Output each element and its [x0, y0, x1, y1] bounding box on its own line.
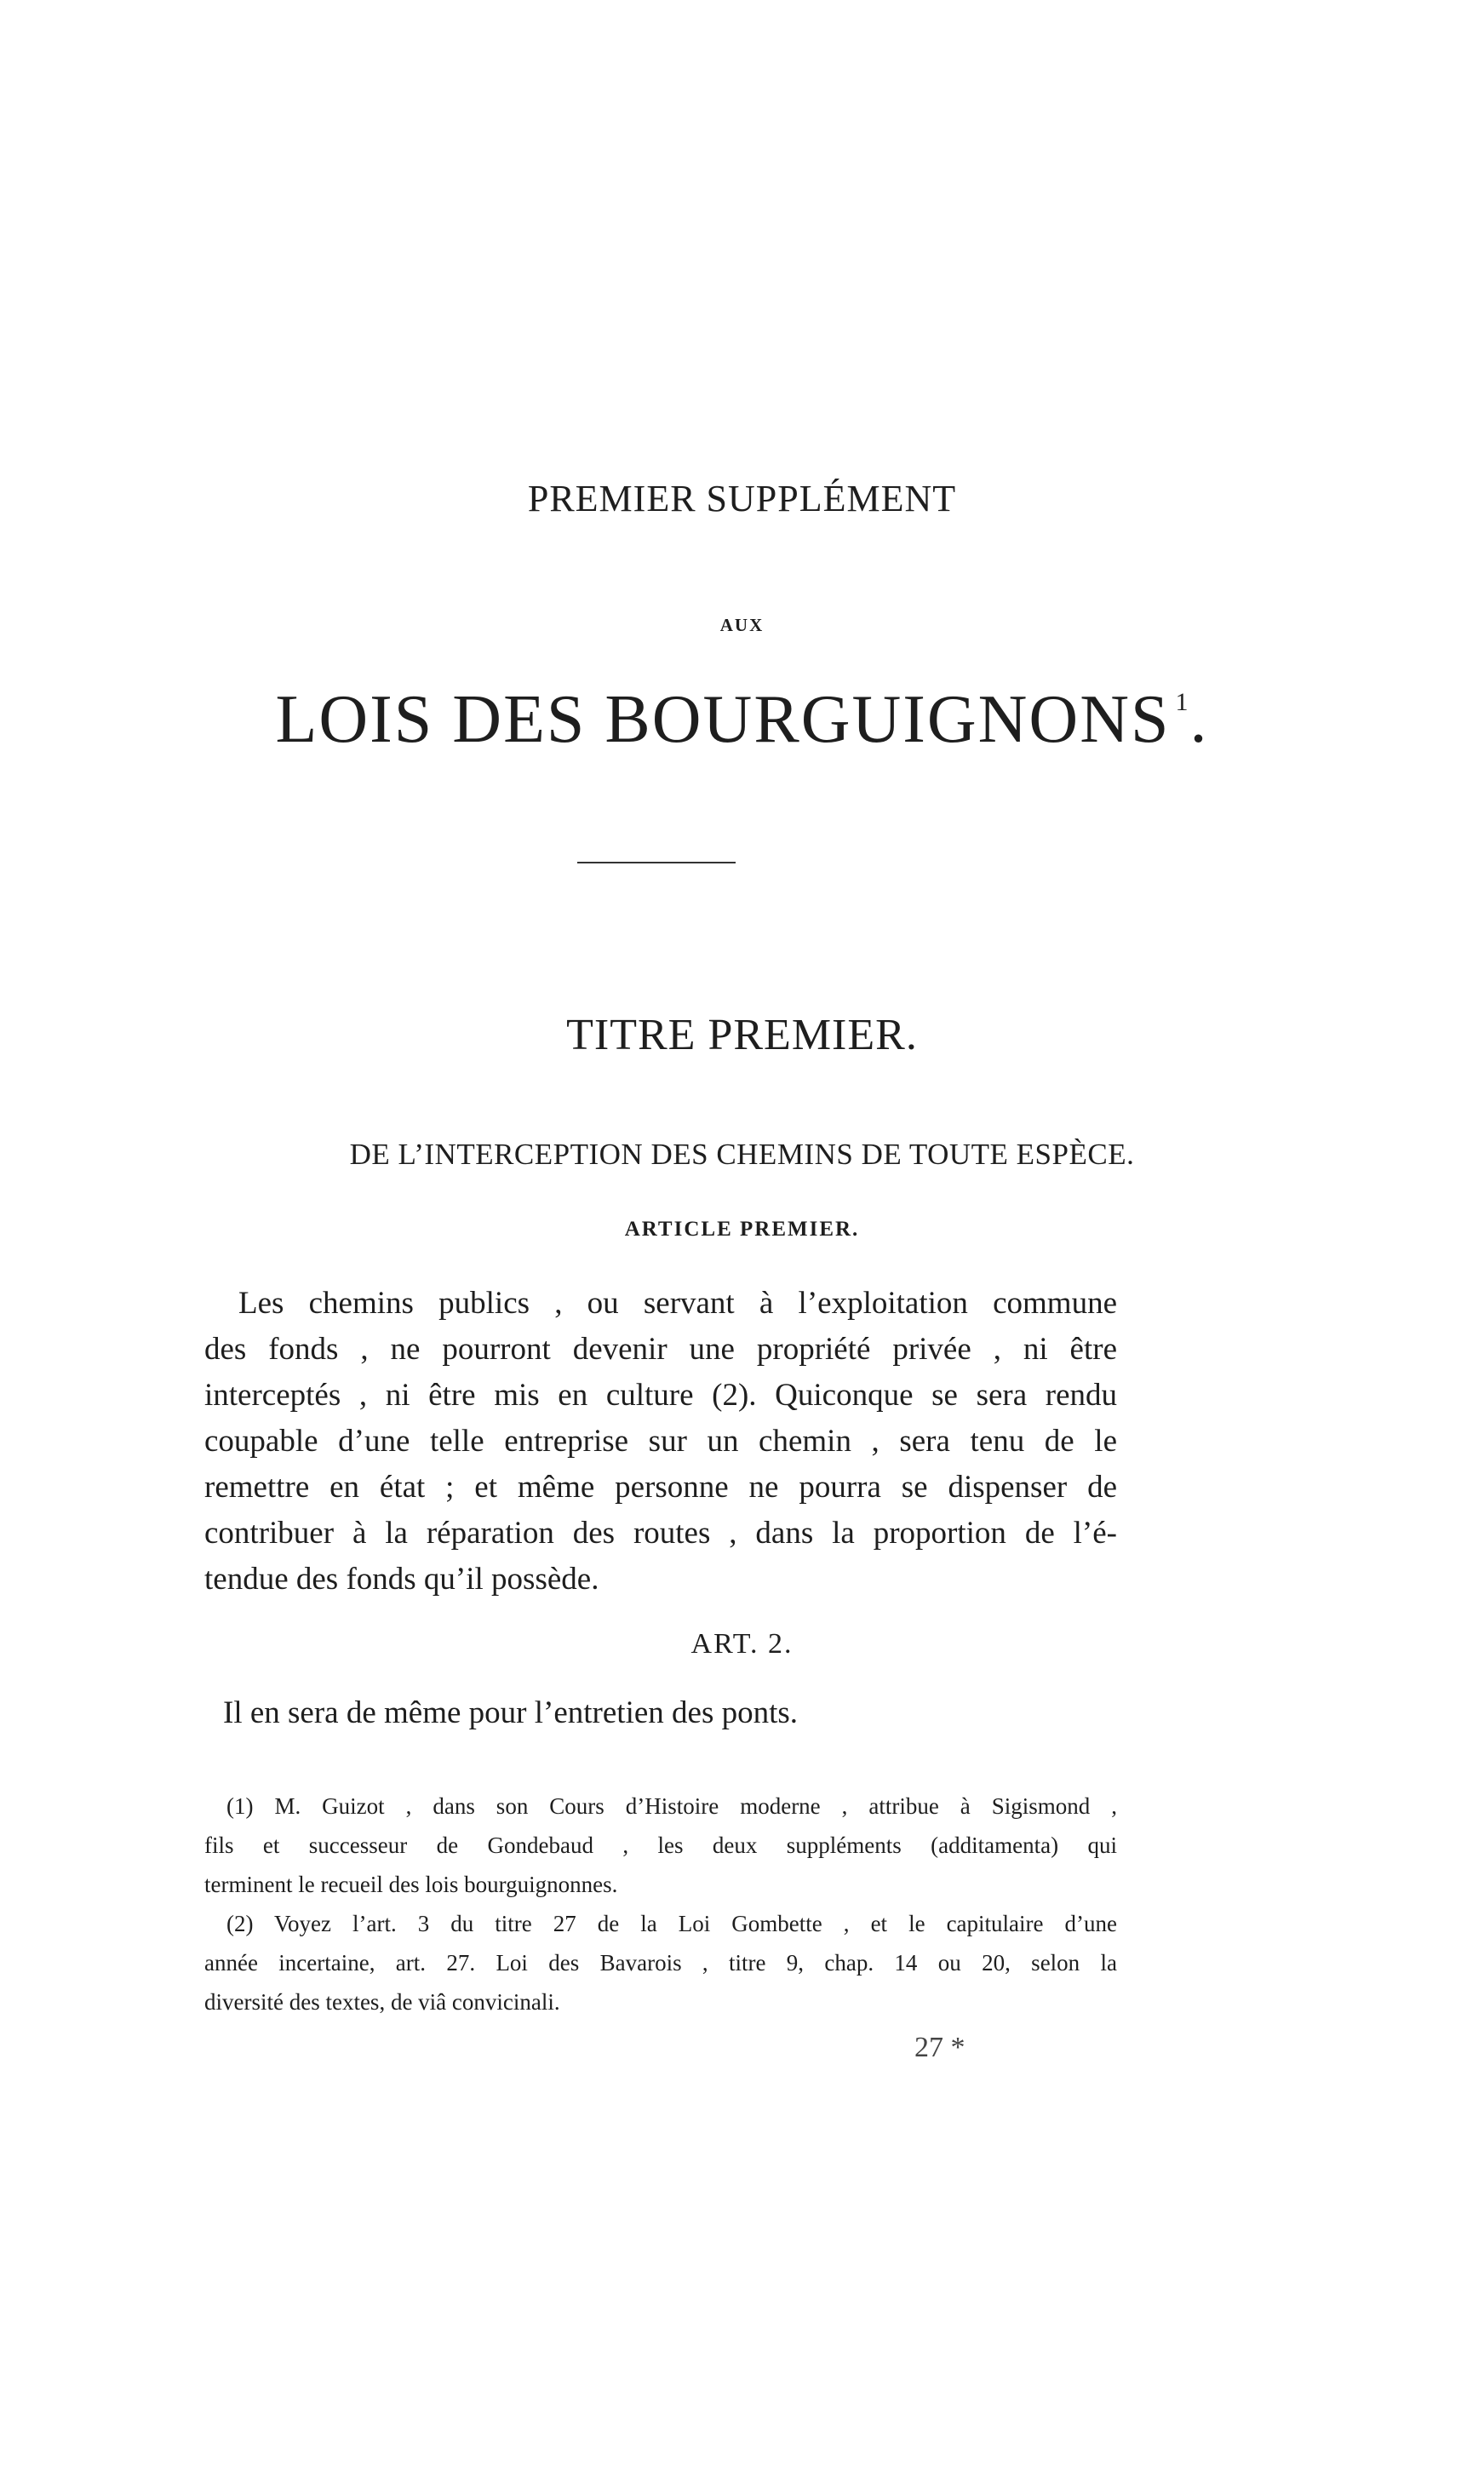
article-1-body: [204, 1281, 1117, 1603]
footnotes: [204, 1786, 1117, 2022]
titre-heading: TITRE PREMIER.: [566, 1011, 918, 1059]
article-1-line: des fonds , ne pourront devenir une propriété privée , ni être: [204, 1332, 1117, 1367]
article-1-line: contribuer à la réparation des routes , dans la proportion de l’é-: [204, 1516, 1117, 1551]
article-1-line: coupable d’une telle entreprise sur un chemin , sera tenu de le: [204, 1424, 1117, 1459]
article-1-line: remettre en état ; et même personne ne pourra se dispenser de: [204, 1470, 1117, 1505]
article-1-heading: ARTICLE PREMIER.: [624, 1218, 860, 1241]
footnote-2-line: diversité des textes, de viâ convicinali.: [204, 1989, 560, 2015]
main-title-footnote-ref: 1: [1175, 688, 1190, 716]
article-2-text: Il en sera de même pour l’entretien des ponts.: [223, 1695, 799, 1730]
titre-subtitle: DE L’INTERCEPTION DES CHEMINS DE TOUTE ESPÈCE.: [349, 1138, 1135, 1171]
page-number: 27 *: [914, 2032, 965, 2063]
footnote-1-line: (1) M. Guizot , dans son Cours d’Histoire moderne , attribue à Sigismond ,: [226, 1793, 1117, 1819]
main-title-period: .: [1189, 682, 1209, 757]
footnote-1-line: fils et successeur de Gondebaud , les deux suppléments (additamenta) qui: [204, 1832, 1117, 1858]
article-2-heading: ART. 2.: [690, 1628, 794, 1660]
supplement-heading: PREMIER SUPPLÉMENT: [527, 478, 957, 519]
footnote-2-line: (2) Voyez l’art. 3 du titre 27 de la Loi Gombette , et le capitulaire d’une: [226, 1911, 1117, 1936]
divider-rule: [577, 862, 736, 863]
article-1-line: Les chemins publics , ou servant à l’exploitation commune: [238, 1286, 1117, 1321]
article-1-line: tendue des fonds qu’il possède.: [204, 1562, 599, 1597]
article-1-line: interceptés , ni être mis en culture (2). Quiconque se sera rendu: [204, 1378, 1117, 1413]
footnote-1-line: terminent le recueil des lois bourguignonnes.: [204, 1872, 618, 1897]
aux-word: AUX: [719, 615, 765, 635]
main-title-text: LOIS DES BOURGUIGNONS: [275, 682, 1171, 757]
footnote-2-line: année incertaine, art. 27. Loi des Bavarois , titre 9, chap. 14 ou 20, selon la: [204, 1950, 1117, 1976]
main-title: [0, 681, 1484, 759]
